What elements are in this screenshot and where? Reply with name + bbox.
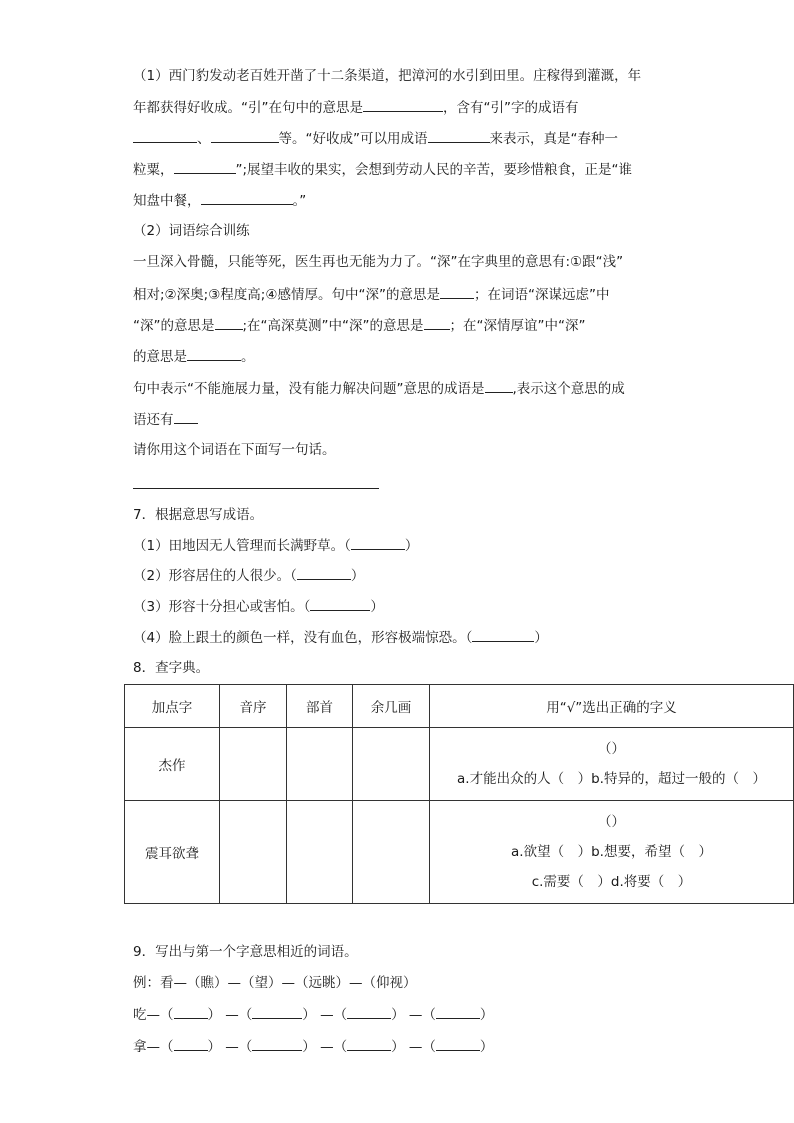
answer-cell[interactable]	[287, 728, 353, 801]
answer-cell[interactable]	[220, 728, 287, 801]
text: —	[225, 1007, 239, 1023]
q7-item	[133, 535, 418, 556]
q6-p1-line4	[133, 159, 632, 180]
text: 、	[197, 131, 211, 147]
answer-blank[interactable]	[174, 409, 198, 424]
q6-p1-line1	[133, 66, 641, 86]
text: 8．查字典。	[133, 660, 210, 676]
sentence-writing-line[interactable]	[133, 488, 379, 489]
answer-blank[interactable]	[347, 1004, 391, 1019]
text: （	[333, 1039, 348, 1055]
text: ）	[404, 538, 419, 554]
text: ；在“深情厚谊”中“深”	[449, 318, 586, 334]
text: 等。“好收成”可以用成语	[278, 131, 428, 147]
meaning-line: （）	[598, 814, 625, 830]
answer-blank[interactable]	[351, 535, 405, 550]
header-cell: 音序	[220, 685, 287, 728]
answer-blank[interactable]	[201, 190, 293, 205]
word-cell: 杰作	[125, 728, 220, 801]
answer-blank[interactable]	[472, 627, 534, 642]
header-cell: 部首	[287, 685, 353, 728]
text: ;在“高深莫测”中“深”的意思是	[242, 318, 424, 334]
q6-p1-line3	[133, 128, 618, 149]
text: 一旦深入骨髓，只能等死，医生再也无能为力了。“深”在字典里的意思有:①跟“浅”	[133, 254, 624, 270]
answer-blank[interactable]	[252, 1036, 302, 1051]
text: 粒粟，	[133, 162, 174, 178]
text: ”;展望丰收的果实，会想到劳动人民的辛苦，要珍惜粮食，正是“谁	[235, 162, 633, 178]
q6-p2-title	[133, 221, 250, 241]
text: ,表示这个意思的成	[512, 381, 625, 397]
q8-title	[133, 658, 209, 678]
text: 9．写出与第一个字意思相近的词语。	[133, 944, 358, 960]
header-cell: 余几画	[353, 685, 430, 728]
answer-cell[interactable]	[353, 728, 430, 801]
text: —	[408, 1039, 423, 1055]
q6-p2-line5	[133, 378, 625, 399]
q7-title	[133, 505, 263, 525]
meaning-cell[interactable]	[430, 801, 794, 904]
text: —	[225, 1039, 239, 1055]
meaning-cell[interactable]	[430, 728, 794, 801]
q9-row-eat	[133, 1004, 493, 1025]
text: 相对;②深奥;③程度高;④感情厚。句中“深”的意思是	[133, 287, 440, 303]
answer-blank[interactable]	[187, 346, 241, 361]
text: （4）脸上跟土的颜色一样，没有血色，形容极端惊恐。（	[133, 630, 473, 646]
meaning-line: c.需要（ ）d.将要（ ）	[531, 874, 692, 890]
q6-p2-line2	[133, 284, 609, 305]
meaning-line: （）	[598, 741, 625, 757]
answer-cell[interactable]	[353, 801, 430, 904]
answer-cell[interactable]	[287, 801, 353, 904]
q6-p2-line4	[133, 346, 255, 367]
answer-blank[interactable]	[428, 128, 490, 143]
q6-p2-line7	[133, 440, 336, 460]
answer-blank[interactable]	[436, 1036, 480, 1051]
text: 年都获得好收成。“引”在句中的意思是	[133, 100, 363, 116]
table-row	[125, 801, 794, 904]
table-header-row	[125, 685, 794, 728]
answer-blank[interactable]	[436, 1004, 480, 1019]
text: 请你用这个词语在下面写一句话。	[133, 442, 336, 458]
answer-blank[interactable]	[174, 1004, 208, 1019]
text: （2）形容居住的人很少。（	[133, 568, 297, 584]
text: 拿—	[133, 1039, 160, 1055]
text: ）	[350, 568, 365, 584]
text: —	[320, 1039, 334, 1055]
text: ；在词语“深谋远虑”中	[473, 287, 610, 303]
text: 例：看—（瞧）—（望）—（远眺）—（仰视）	[133, 975, 417, 991]
text: 吃—	[133, 1007, 160, 1023]
text: （1）田地因无人管理而长满野草。（	[133, 538, 351, 554]
q6-p2-line6	[133, 409, 198, 430]
text: ）	[302, 1007, 316, 1023]
text: （	[422, 1039, 436, 1055]
q6-p2-line3	[133, 315, 586, 336]
answer-blank[interactable]	[297, 565, 351, 580]
q9-title	[133, 942, 358, 962]
text: ）	[391, 1039, 405, 1055]
text: （	[422, 1007, 436, 1023]
text: ）	[479, 1007, 494, 1023]
answer-blank[interactable]	[133, 128, 197, 143]
answer-blank[interactable]	[440, 284, 474, 299]
answer-blank[interactable]	[174, 1036, 208, 1051]
text: （	[238, 1039, 253, 1055]
word-cell: 震耳欲聋	[125, 801, 220, 904]
answer-blank[interactable]	[347, 1036, 391, 1051]
text: （3）形容十分担心或害怕。（	[133, 599, 311, 615]
q6-p1-line2	[133, 97, 579, 118]
text: （	[238, 1007, 253, 1023]
text: ）	[370, 599, 384, 615]
text: ）	[534, 630, 548, 646]
q9-example	[133, 973, 417, 993]
text: 。”	[292, 193, 307, 209]
text: 的意思是	[133, 349, 187, 365]
answer-blank[interactable]	[310, 596, 370, 611]
text: ）	[391, 1007, 405, 1023]
answer-blank[interactable]	[252, 1004, 302, 1019]
text: （	[160, 1007, 174, 1023]
answer-blank[interactable]	[211, 128, 279, 143]
answer-blank[interactable]	[424, 315, 450, 330]
text: （1）西门豹发动老百姓开凿了十二条渠道，把漳河的水引到田里。庄稼得到灌溉，年	[133, 68, 642, 84]
q7-item	[133, 596, 384, 617]
meaning-line: a.才能出众的人（ ）b.特异的，超过一般的（ ）	[457, 771, 766, 787]
text: ）	[207, 1007, 221, 1023]
q6-p2-line1	[133, 252, 623, 272]
answer-blank[interactable]	[215, 315, 243, 330]
answer-blank[interactable]	[174, 159, 236, 174]
text: ）	[207, 1039, 221, 1055]
answer-cell[interactable]	[220, 801, 287, 904]
text: ，含有“引”字的成语有	[443, 100, 579, 116]
dictionary-table	[124, 684, 794, 904]
text: 7．根据意思写成语。	[133, 507, 264, 523]
header-cell: 加点字	[125, 685, 220, 728]
table-row	[125, 728, 794, 801]
q7-item	[133, 565, 364, 586]
text: 知盘中餐，	[133, 193, 201, 209]
text: （2）词语综合训练	[133, 223, 250, 239]
text: 。	[241, 349, 255, 365]
q9-row-take	[133, 1036, 493, 1057]
text: ）	[302, 1039, 316, 1055]
text: （	[160, 1039, 174, 1055]
header-cell: 用“√”选出正确的字义	[430, 685, 794, 728]
text: “深”的意思是	[133, 318, 215, 334]
text: 语还有	[133, 412, 174, 428]
text: （	[333, 1007, 348, 1023]
text: 来表示，真是“春种一	[489, 131, 618, 147]
answer-blank[interactable]	[485, 378, 513, 393]
q6-p1-line5	[133, 190, 306, 211]
text: 句中表示“不能施展力量，没有能力解决问题”意思的成语是	[133, 381, 485, 397]
answer-blank[interactable]	[363, 97, 443, 112]
text: —	[320, 1007, 334, 1023]
text: ）	[479, 1039, 494, 1055]
text: —	[408, 1007, 423, 1023]
meaning-line: a.欲望（ ）b.想要，希望（ ）	[511, 844, 712, 860]
q7-item	[133, 627, 548, 648]
